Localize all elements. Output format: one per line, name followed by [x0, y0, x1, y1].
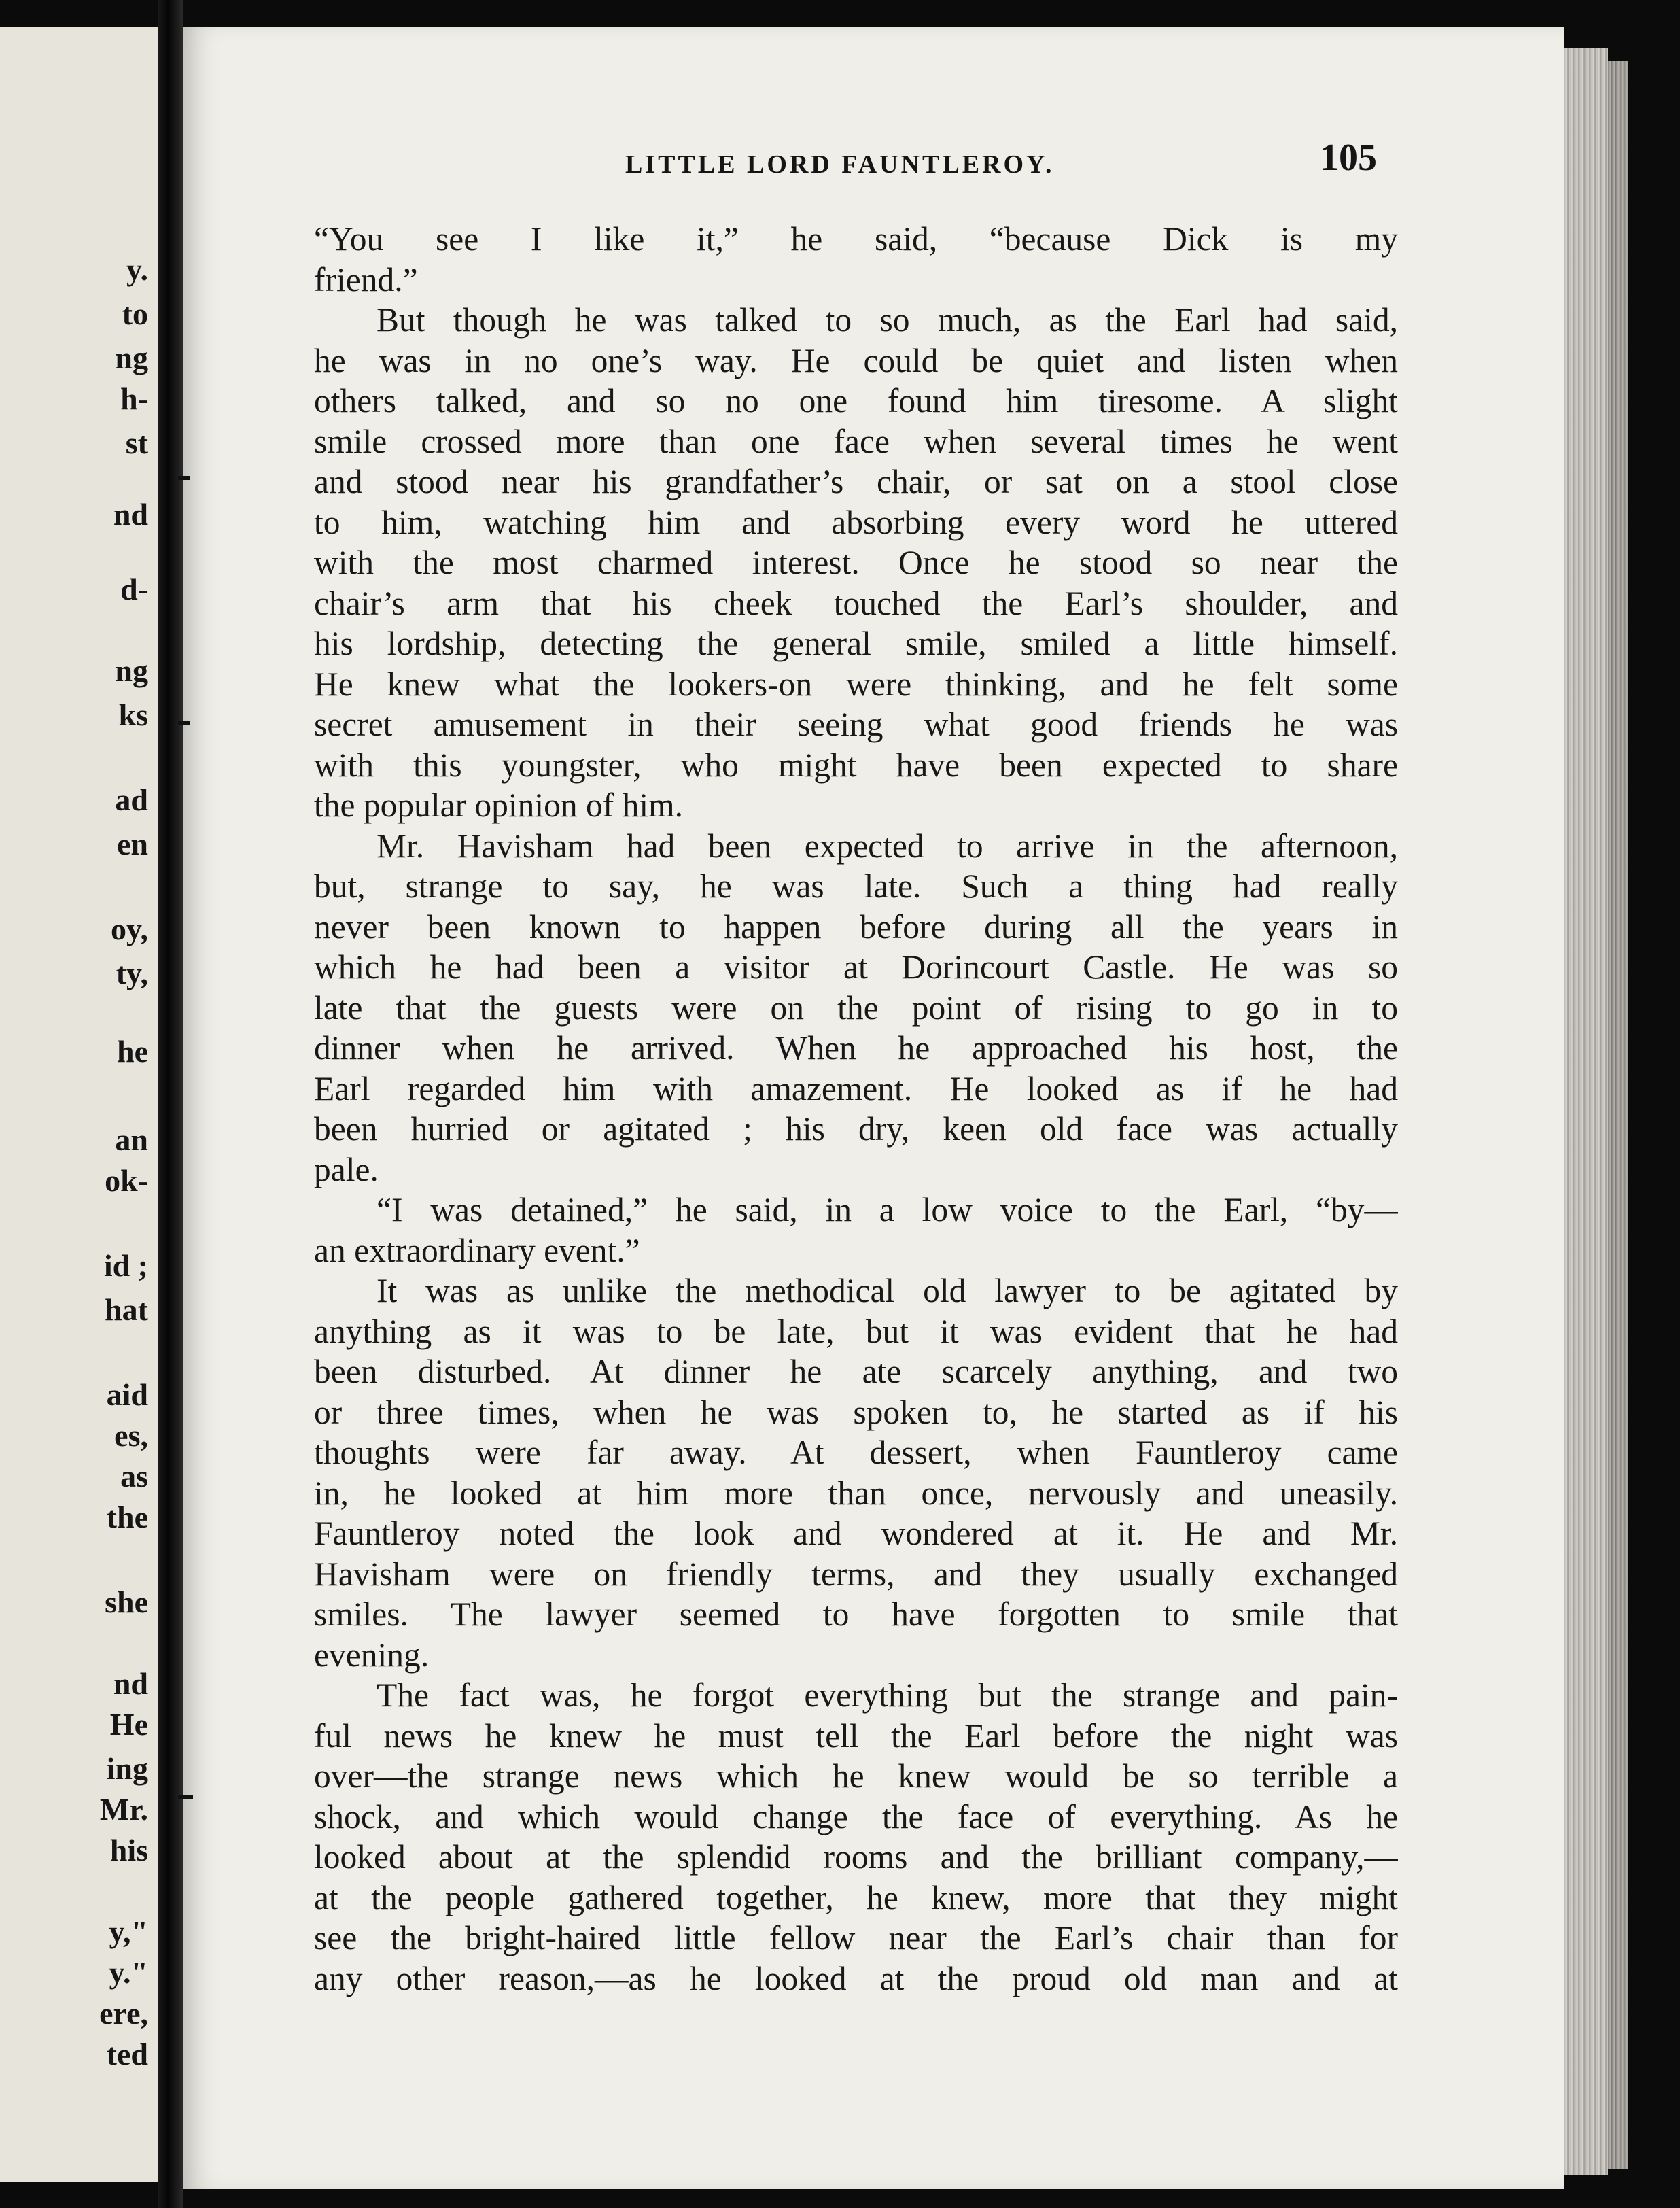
text-line: Mr. Havisham had been expected to arrive in the afternoon, — [377, 827, 1398, 865]
text-line: pale. — [314, 1150, 379, 1188]
previous-page-fragment: an — [115, 1122, 148, 1157]
previous-page-fragment: ng — [115, 653, 148, 688]
text-line: any other reason,—as he looked at the proud old man and at — [314, 1959, 1398, 1997]
text-line: He knew what the lookers-on were thinking, and he felt some — [314, 665, 1398, 703]
text-line: chair’s arm that his cheek touched the Earl’s shoulder, and — [314, 584, 1398, 622]
text-line: It was as unlike the methodical old lawyer to be agitated by — [377, 1272, 1398, 1309]
previous-page-fragment: as — [120, 1459, 148, 1494]
text-line: been disturbed. At dinner he ate scarcely anything, and two — [314, 1353, 1398, 1390]
text-line: Fauntleroy noted the look and wondered at it. He and Mr. — [314, 1515, 1398, 1552]
text-line: Earl regarded him with amazement. He looked as if he had — [314, 1069, 1398, 1107]
previous-page-fragment: He — [109, 1707, 148, 1742]
previous-page-fragment: ng — [115, 341, 148, 375]
previous-page-fragment: es, — [114, 1418, 148, 1453]
binding-mark — [178, 476, 190, 480]
text-line: but, strange to say, he was late. Such a thing had really — [314, 867, 1398, 905]
previous-page-fragment: to — [122, 296, 148, 331]
binding-mark — [178, 721, 190, 725]
text-line: the popular opinion of him. — [314, 787, 684, 824]
previous-page-fragment: h- — [120, 381, 148, 416]
previous-page-fragment: en — [117, 827, 148, 861]
text-line: and stood near his grandfather’s chair, or sat on a stool close — [314, 463, 1398, 500]
page-number: 105 — [1320, 137, 1377, 179]
text-line: smiles. The lawyer seemed to have forgotten to smile that — [314, 1595, 1398, 1633]
page-edge-stack — [1564, 48, 1608, 2175]
text-line: late that the guests were on the point of rising to go in to — [314, 988, 1398, 1027]
text-line: over—the strange news which he knew would be so terrible a — [314, 1757, 1398, 1795]
binding-mark — [178, 1795, 193, 1799]
text-line: or three times, when he was spoken to, he started as if his — [314, 1393, 1398, 1431]
text-line: been hurried or agitated ; his dry, keen old face was actually — [314, 1110, 1398, 1148]
text-line: “I was detained,” he said, in a low voice to the Earl, “by— — [377, 1191, 1398, 1228]
text-line: evening. — [314, 1636, 430, 1674]
text-line: anything as it was to be late, but it was evident that he had — [314, 1312, 1398, 1350]
text-line: to him, watching him and absorbing every word he uttered — [314, 503, 1398, 541]
previous-page-fragment: oy, — [111, 912, 148, 946]
previous-page-fragment: nd — [113, 1666, 148, 1701]
book-gutter — [158, 0, 183, 2208]
previous-page-fragment: he — [117, 1034, 148, 1069]
previous-page-fragment: ty, — [116, 956, 148, 990]
text-line: Havisham were on friendly terms, and they usually exchanged — [314, 1555, 1398, 1593]
text-line: his lordship, detecting the general smile, smiled a little himself. — [314, 625, 1398, 662]
text-line: The fact was, he forgot everything but the strange and pain- — [377, 1676, 1398, 1714]
body-text — [314, 219, 1398, 1999]
text-line: looked about at the splendid rooms and the brilliant company,— — [314, 1838, 1398, 1876]
previous-page-fragment: Mr. — [99, 1792, 148, 1827]
previous-page-fragment: d- — [120, 572, 148, 606]
previous-page-fragment: nd — [113, 497, 148, 532]
text-line: he was in no one’s way. He could be quiet and listen when — [314, 341, 1398, 379]
previous-page-fragment: y." — [109, 1955, 148, 1990]
text-line: which he had been a visitor at Dorincourt Castle. He was so — [314, 948, 1398, 986]
previous-page-line-fragments — [0, 27, 154, 2182]
previous-page-fragment: his — [109, 1833, 148, 1867]
previous-page-fragment: she — [105, 1585, 148, 1619]
text-line: at the people gathered together, he knew, more that they might — [314, 1878, 1398, 1916]
previous-page-edge — [0, 27, 158, 2182]
previous-page-fragment: ks — [118, 697, 148, 732]
text-line: an extraordinary event.” — [314, 1231, 640, 1269]
text-line: shock, and which would change the face of everything. As he — [314, 1797, 1398, 1835]
previous-page-fragment: the — [106, 1500, 148, 1534]
text-line: in, he looked at him more than once, nervously and uneasily. — [314, 1474, 1398, 1512]
text-line: with the most charmed interest. Once he stood so near the — [314, 544, 1398, 581]
previous-page-fragment: ok- — [105, 1163, 148, 1198]
previous-page-fragment: id ; — [103, 1248, 148, 1283]
previous-page-fragment: ted — [106, 2037, 148, 2071]
running-title: LITTLE LORD FAUNTLEROY. — [625, 150, 1055, 179]
text-line: dinner when he arrived. When he approached his host, the — [314, 1029, 1398, 1067]
previous-page-fragment: aid — [106, 1377, 148, 1412]
previous-page-fragment: y. — [126, 252, 148, 287]
text-line: secret amusement in their seeing what good friends he was — [314, 706, 1398, 743]
previous-page-fragment: hat — [105, 1292, 148, 1327]
previous-page-fragment: y," — [109, 1914, 148, 1949]
previous-page-fragment: ere, — [99, 1996, 148, 2031]
previous-page-fragment: st — [125, 426, 148, 460]
text-line: But though he was talked to so much, as the Earl had said, — [377, 301, 1398, 339]
text-line: with this youngster, who might have been expected to share — [314, 746, 1398, 784]
text-line: “You see I like it,” he said, “because Dick is my — [314, 220, 1398, 258]
text-line: others talked, and so no one found him tiresome. A slight — [314, 382, 1398, 419]
text-line: thoughts were far away. At dessert, when Fauntleroy came — [314, 1434, 1398, 1471]
text-line: never been known to happen before during all the years in — [314, 908, 1398, 946]
previous-page-fragment: ing — [106, 1751, 148, 1786]
text-line: friend.” — [314, 260, 418, 298]
page-edge-stack-outer — [1608, 61, 1628, 2169]
text-line: see the bright-haired little fellow near the Earl’s chair than for — [314, 1919, 1398, 1956]
text-line: ful news he knew he must tell the Earl before the night was — [314, 1717, 1398, 1755]
previous-page-fragment: ad — [115, 782, 148, 817]
text-line: smile crossed more than one face when several times he went — [314, 422, 1398, 460]
